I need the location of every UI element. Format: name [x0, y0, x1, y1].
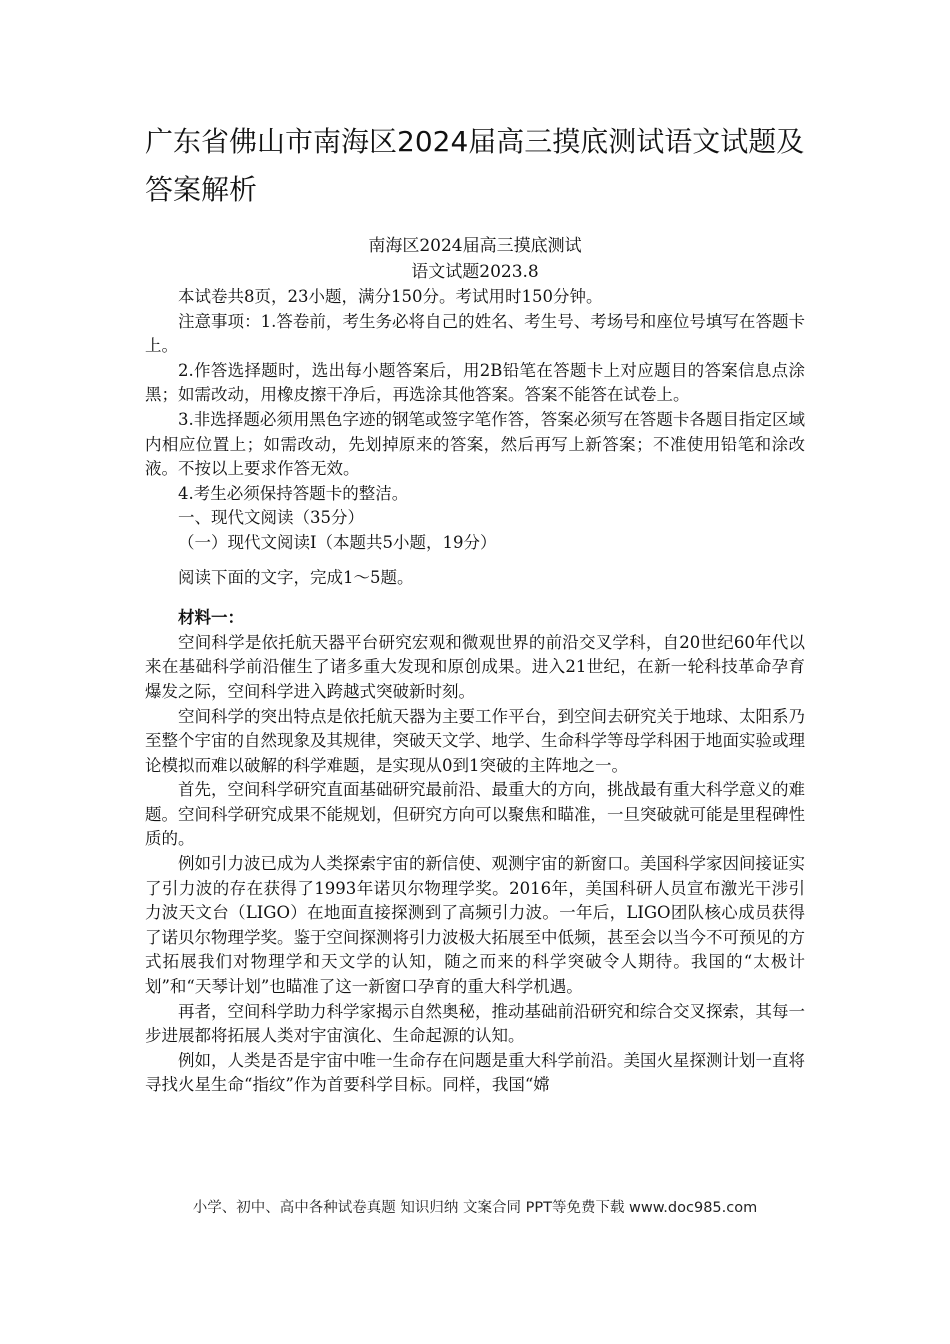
article-paragraph: 再者，空间科学助力科学家揭示自然奥秘，推动基础前沿研究和综合交叉探索，其每一步进展都将拓展人类对宇宙演化、生命起源的认知。	[145, 1001, 805, 1046]
reading-instruction: 阅读下面的文字，完成1～5题。	[178, 567, 414, 587]
notice-2: 2.作答选择题时，选出每小题答案后，用2B铅笔在答题卡上对应题目的答案信息点涂黑；如需改动，用橡皮擦干净后，再选涂其他答案。答案不能答在试卷上。	[145, 360, 805, 405]
notice-4: 4.考生必须保持答题卡的整洁。	[178, 483, 409, 503]
article-paragraph: 例如引力波已成为人类探索宇宙的新信使、观测宇宙的新窗口。美国科学家因间接证实了引力波的存在获得了1993年诺贝尔物理学奖。2016年，美国科研人员宣布激光干涉引力波天文台（LIGO）在地面直接探测到了高频引力波。一年后，LIGO团队核心成员获得了诺贝尔物理学奖。鉴于空间探测将引力波极大拓展至中低频，甚至会以当今不可预见的方式拓展我们对物理学和天文学的认知，随之而来的科学突破令人期待。我国的“太极计划”和“天琴计划”也瞄准了这一新窗口孕育的重大科学机遇。	[145, 854, 805, 997]
material-heading: 材料一：	[178, 608, 244, 628]
section-heading: 一、现代文阅读（35分）	[178, 508, 364, 528]
article-paragraph: 例如，人类是否是宇宙中唯一生命存在问题是重大科学前沿。美国火星探测计划一直将寻找火星生命“指纹”作为首要科学目标。同样，我国“嫦	[145, 1050, 805, 1095]
subsection-heading: （一）现代文阅读Ⅰ（本题共5小题，19分）	[178, 532, 497, 552]
exam-info: 本试卷共8页，23小题，满分150分。考试用时150分钟。	[178, 287, 603, 306]
document-body	[145, 285, 805, 1098]
article-paragraph: 空间科学的突出特点是依托航天器为主要工作平台，到空间去研究关于地球、太阳系乃至整个宇宙的自然现象及其规律，突破天文学、地学、生命科学等母学科困于地面实验或理论模拟而难以破解的科学难题，是实现从0到1突破的主阵地之一。	[145, 706, 805, 775]
article-paragraph: 空间科学是依托航天器平台研究宏观和微观世界的前沿交叉学科，自20世纪60年代以来在基础科学前沿催生了诸多重大发现和原创成果。进入21世纪，在新一轮科技革命孕育爆发之际，空间科学进入跨越式突破新时刻。	[145, 632, 805, 701]
exam-header-line1: 南海区2024届高三摸底测试	[368, 236, 582, 256]
notice-1: 注意事项：1.答卷前，考生务必将自己的姓名、考生号、考场号和座位号填写在答题卡上。	[145, 311, 805, 356]
article-paragraph: 首先，空间科学研究直面基础研究最前沿、最重大的方向，挑战最有重大科学意义的难题。空间科学研究成果不能规划，但研究方向可以聚焦和瞄准，一旦突破就可能是里程碑性质的。	[145, 780, 805, 849]
page-footer: 小学、初中、高中各种试卷真题 知识归纳 文案合同 PPT等免费下载 www.doc985.com	[192, 1200, 758, 1216]
document-title: 广东省佛山市南海区2024届高三摸底测试语文试题及答案解析	[145, 125, 805, 206]
exam-header-line2: 语文试题2023.8	[411, 262, 539, 282]
notice-3: 3.非选择题必须用黑色字迹的钢笔或签字笔作答，答案必须写在答题卡各题目指定区域内相应位置上；如需改动，先划掉原来的答案，然后再写上新答案；不准使用铅笔和涂改液。不按以上要求作答无效。	[145, 409, 805, 479]
